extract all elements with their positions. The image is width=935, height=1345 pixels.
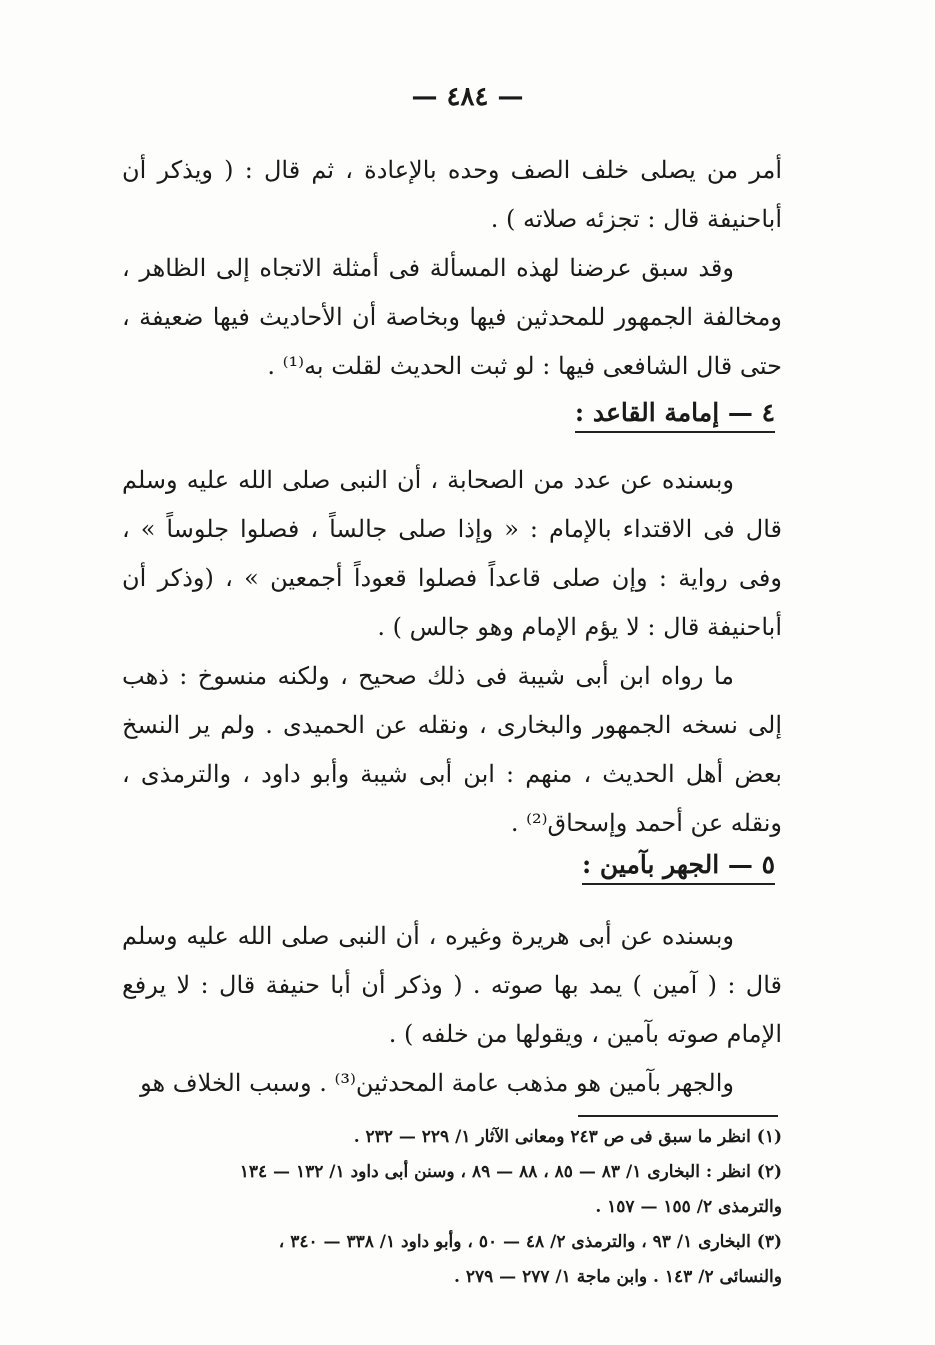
paragraph-1: أمر من يصلى خلف الصف وحده بالإعادة ، ثم قال : ( ويذكر أن أباحنيفة قال : تجزئه صلاته ) . [122, 156, 782, 233]
paragraph-2: وقد سبق عرضنا لهذه المسألة فى أمثلة الاتجاه إلى الظاهر ، ومخالفة الجمهور للمحدثين فيها وبخاصة أن الأحاديث فيها ضعيفة ، حتى قال الشافعى فيها : لو ثبت الحديث لقلت به⁽¹⁾ . [122, 254, 782, 380]
footnote-3-line-1: (٣) البخارى ١/ ٩٣ ، والترمذى ٢/ ٤٨ — ٥٠ ، وأبو داود ١/ ٣٣٨ — ٣٤٠ ، [278, 1232, 782, 1252]
section-heading-5: ٥ — الجهر بآمين : [582, 850, 775, 885]
section-5-body [122, 912, 782, 1108]
footnote-3-line-2: والنسائى ٢/ ١٤٣ . وابن ماجة ١/ ٢٧٧ — ٢٧٩ . [454, 1267, 782, 1287]
footnote-1: (١) انظر ما سبق فى ص ٢٤٣ ومعانى الآثار ١/ ٢٢٩ — ٢٣٢ . [353, 1127, 782, 1147]
paragraph-3: وبسنده عن عدد من الصحابة ، أن النبى صلى الله عليه وسلم قال فى الاقتداء بالإمام : « وإذا صلى جالساً ، فصلوا جلوساً » ، وفى رواية : وإن صلى قاعداً فصلوا قعوداً أجمعين » ، (وذكر أن أباحنيفة قال : لا يؤم الإمام وهو جالس ) . [122, 466, 783, 641]
footnotes [122, 1120, 782, 1295]
footnote-2-line-1: (٢) انظر : البخارى ١/ ٨٣ — ٨٥ ، ٨٨ — ٨٩ ، وسنن أبى داود ١/ ١٣٢ — ١٣٤ [239, 1162, 782, 1182]
paragraph-5: وبسنده عن أبى هريرة وغيره ، أن النبى صلى الله عليه وسلم قال : ( آمين ) يمد بها صوته . ( وذكر أن أبا حنيفة قال : لا يرفع الإمام صوته بآمين ، ويقولها من خلفه ) . [122, 922, 782, 1048]
footnote-2 [122, 1155, 782, 1225]
section-4-body [122, 456, 782, 848]
page-number: — ٤٨٤ — [411, 82, 524, 112]
paragraph-continuation [122, 146, 782, 391]
footnote-3 [122, 1225, 782, 1295]
footnote-2-line-2: والترمذى ٢/ ١٥٥ — ١٥٧ . [595, 1197, 782, 1217]
footnote-divider [578, 1115, 778, 1117]
paragraph-4: ما رواه ابن أبى شيبة فى ذلك صحيح ، ولكنه منسوخ : ذهب إلى نسخه الجمهور والبخارى ، ونقله عن الحميدى . ولم ير النسخ بعض أهل الحديث ، منهم : ابن أبى شيبة وأبو داود ، والترمذى ، ونقله عن أحمد وإسحاق⁽²⁾ . [122, 662, 782, 837]
paragraph-6: والجهر بآمين هو مذهب عامة المحدثين⁽³⁾ . وسبب الخلاف هو [140, 1069, 734, 1097]
section-heading-4: ٤ — إمامة القاعد : [575, 398, 775, 433]
